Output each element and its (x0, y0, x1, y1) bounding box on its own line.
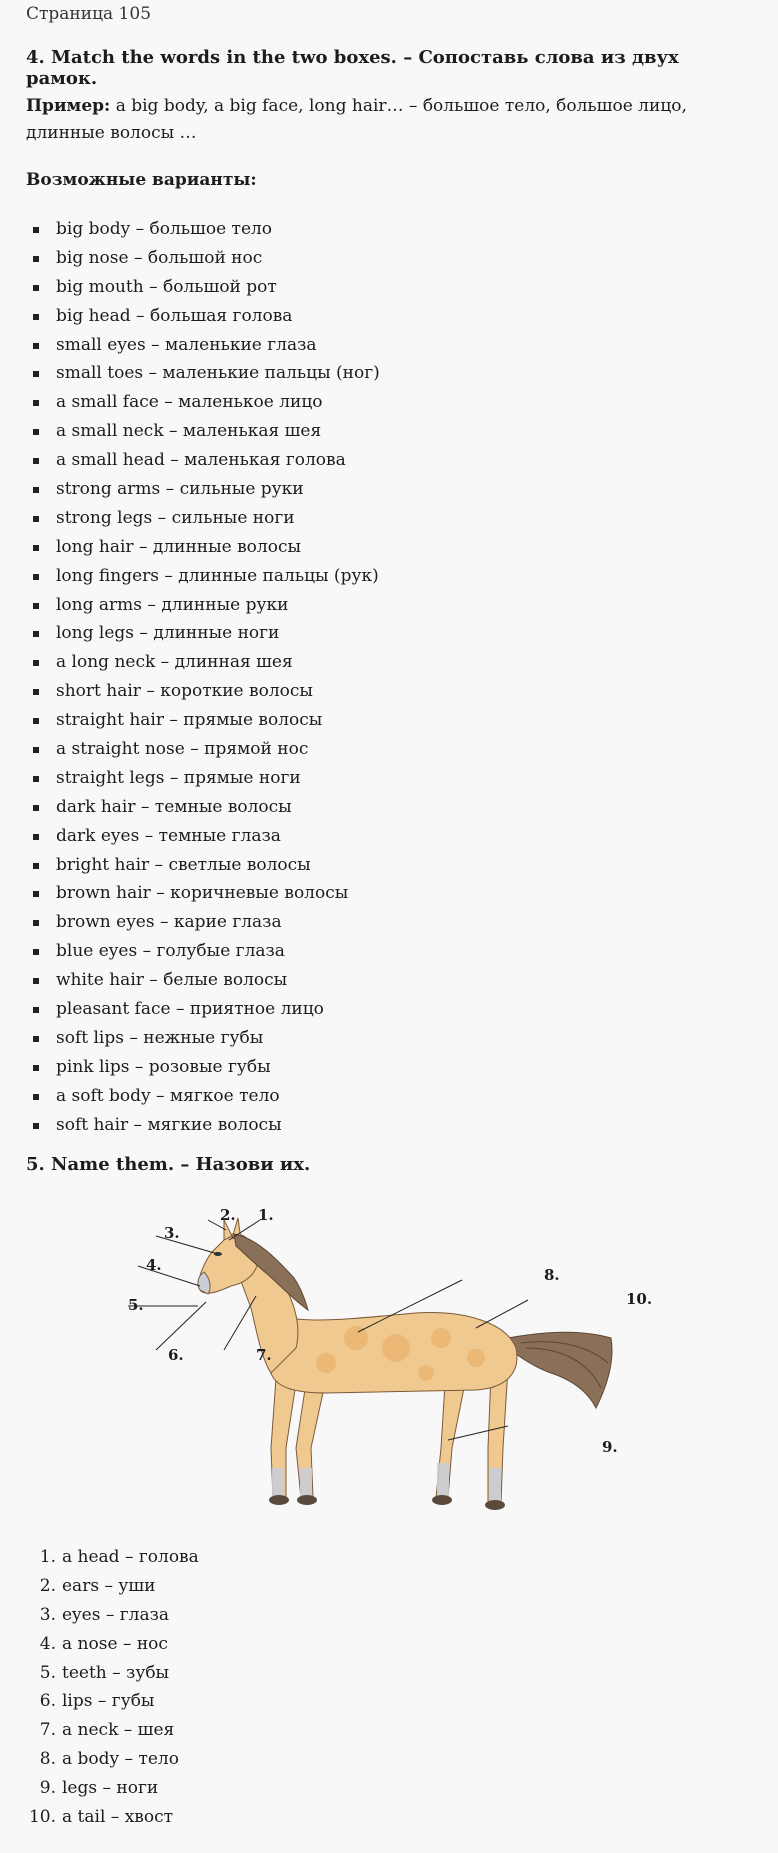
variant-list-item: a small face – маленькое лицо (26, 388, 380, 417)
diagram-label-3: 3. (164, 1224, 180, 1242)
part-list-item (26, 1630, 199, 1659)
part-number: 10. (28, 1807, 56, 1828)
variant-list-item: white hair – белые волосы (26, 966, 380, 995)
variant-list-item: straight hair – прямые волосы (26, 706, 380, 735)
part-text: lips – губы (62, 1691, 155, 1712)
part-list-item (26, 1543, 199, 1572)
variant-list-item: blue eyes – голубые глаза (26, 937, 380, 966)
part-list-item (26, 1687, 199, 1716)
diagram-label-10: 10. (626, 1290, 653, 1308)
variant-list-item: long fingers – длинные пальцы (рук) (26, 562, 380, 591)
variant-list-item: straight legs – прямые ноги (26, 764, 380, 793)
horse-hoof (485, 1500, 505, 1510)
variant-list-item: pleasant face – приятное лицо (26, 995, 380, 1024)
part-number: 7. (39, 1720, 56, 1741)
variant-list-item: a soft body – мягкое тело (26, 1082, 380, 1111)
example-label: Пример: (26, 96, 111, 116)
part-text: teeth – зубы (62, 1662, 170, 1683)
diagram-label-6: 6. (168, 1346, 184, 1364)
part-text: a nose – нос (62, 1633, 168, 1654)
variant-list-item: big body – большое тело (26, 215, 380, 244)
variant-list-item: long hair – длинные волосы (26, 533, 380, 562)
part-text: legs – ноги (62, 1778, 159, 1799)
diagram-label-9: 9. (602, 1438, 618, 1456)
variant-list-item: dark hair – темные волосы (26, 793, 380, 822)
part-text: a head – голова (62, 1547, 199, 1567)
part-list-item (26, 1803, 199, 1832)
task-5-heading: 5. Name them. – Назови их. (26, 1154, 311, 1175)
part-number: 4. (39, 1633, 56, 1654)
part-list-item (26, 1774, 199, 1803)
variant-list-item: a long neck – длинная шея (26, 648, 380, 677)
diagram-label-7: 7. (256, 1346, 272, 1364)
part-text: a neck – шея (62, 1720, 175, 1741)
variant-list-item: long arms – длинные руки (26, 591, 380, 620)
part-number: 6. (39, 1691, 56, 1712)
diagram-label-8: 8. (544, 1266, 560, 1284)
part-number: 1. (39, 1547, 56, 1567)
horse-tail (508, 1332, 612, 1408)
variant-list-item: a small neck – маленькая шея (26, 417, 380, 446)
part-text: ears – уши (62, 1575, 156, 1596)
part-list-item (26, 1572, 199, 1601)
horse-hoof (269, 1495, 289, 1505)
part-number: 5. (39, 1662, 56, 1683)
parts-list (26, 1543, 199, 1832)
example-paragraph (26, 93, 736, 147)
horse-hoof (297, 1495, 317, 1505)
page-number-label: Страница 105 (26, 4, 152, 24)
example-text: a big body, a big face, long hair… – большое тело, большое лицо, длинные волосы … (26, 96, 687, 143)
variant-list-item: big nose – большой нос (26, 244, 380, 273)
diagram-label-2: 2. (220, 1206, 236, 1224)
part-list-item (26, 1601, 199, 1630)
task-4-heading: 4. Match the words in the two boxes. – Сопоставь слова из двух рамок. (26, 47, 679, 89)
variant-list-item: strong arms – сильные руки (26, 475, 380, 504)
variant-list-item: strong legs – сильные ноги (26, 504, 380, 533)
variant-list-item: soft lips – нежные губы (26, 1024, 380, 1053)
variant-list-item: soft hair – мягкие волосы (26, 1111, 380, 1140)
variants-list (26, 215, 380, 1140)
variant-list-item: a straight nose – прямой нос (26, 735, 380, 764)
variant-list-item: dark eyes – темные глаза (26, 822, 380, 851)
part-list-item (26, 1716, 199, 1745)
variant-list-item: bright hair – светлые волосы (26, 851, 380, 880)
variant-list-item: big mouth – большой рот (26, 273, 380, 302)
part-text: eyes – глаза (62, 1604, 170, 1625)
variant-list-item: a small head – маленькая голова (26, 446, 380, 475)
variants-heading: Возможные варианты: (26, 170, 257, 190)
variant-list-item: brown hair – коричневые волосы (26, 879, 380, 908)
variant-list-item: big head – большая голова (26, 302, 380, 331)
variant-list-item: pink lips – розовые губы (26, 1053, 380, 1082)
horse-hoof (432, 1495, 452, 1505)
diagram-label-5: 5. (128, 1296, 144, 1314)
part-text: a tail – хвост (62, 1807, 174, 1828)
diagram-label-1: 1. (258, 1206, 274, 1224)
variant-list-item: long legs – длинные ноги (26, 619, 380, 648)
part-number: 3. (39, 1604, 56, 1625)
horse-diagram (96, 1198, 676, 1528)
variant-list-item: small eyes – маленькие глаза (26, 331, 380, 360)
part-list-item (26, 1659, 199, 1688)
part-list-item (26, 1745, 199, 1774)
part-number: 2. (39, 1575, 56, 1596)
part-text: a body – тело (62, 1749, 179, 1770)
part-number: 8. (39, 1749, 56, 1770)
variant-list-item: brown eyes – карие глаза (26, 908, 380, 937)
part-number: 9. (39, 1778, 56, 1799)
diagram-label-4: 4. (146, 1256, 162, 1274)
variant-list-item: short hair – короткие волосы (26, 677, 380, 706)
variant-list-item: small toes – маленькие пальцы (ног) (26, 359, 380, 388)
